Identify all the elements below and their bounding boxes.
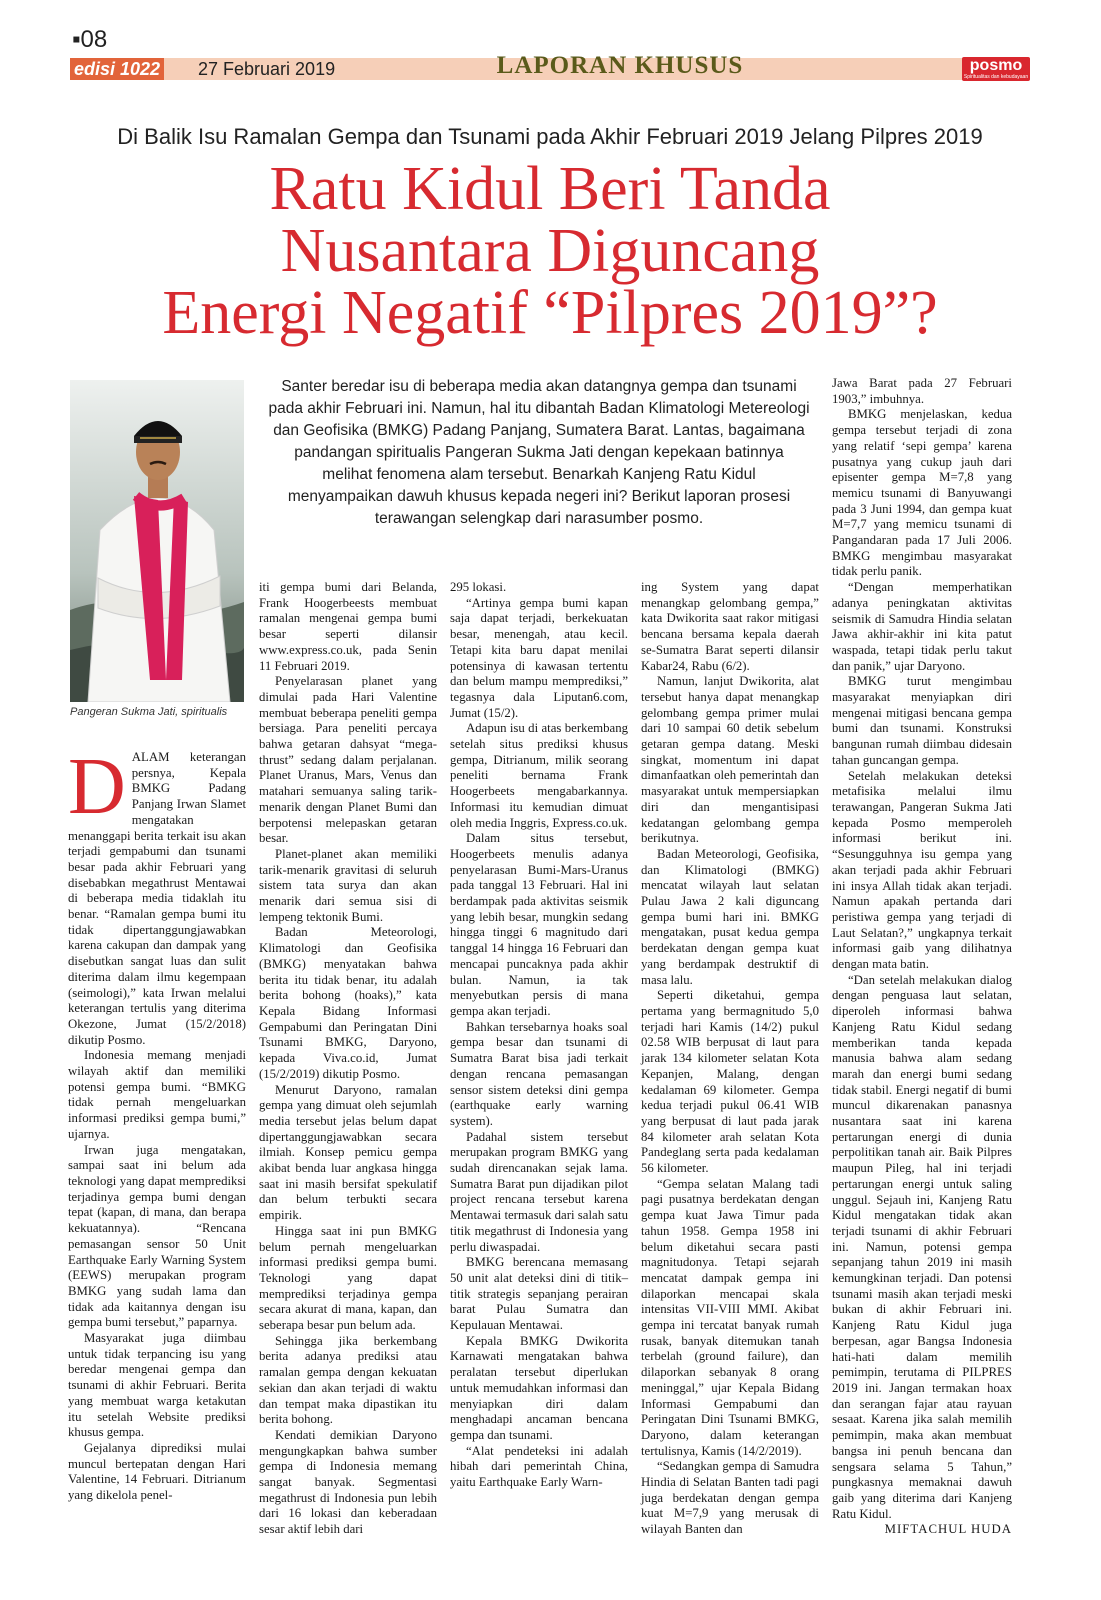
body-paragraph: Hingga saat ini pun BMKG belum pernah mengeluarkan informasi prediksi gempa bumi. Teknologi yang dapat memprediksi terjadinya gempa secara akurat di mana, kapan, dan seberapa besar pun belum ada. <box>259 1223 437 1333</box>
body-paragraph: Badan Meteorologi, Klimatologi dan Geofisika (BMKG) menyatakan bahwa berita itu tidak benar, itu adalah berita bohong (hoaks),” kata Kepala Bidang Informasi Gempabumi dan Peringatan Dini Tsunami BMKG, Daryono, kepada Viva.co.id, Jumat (15/2/2019) dikutip Posmo. <box>259 925 437 1081</box>
body-column-1 <box>68 743 246 1504</box>
body-paragraph: Sehingga jika berkembang berita adanya prediksi atau ramalan gempa dengan kekuatan sekian dan akan terjadi di waktu dan tempat maka dipastikan itu berita bohong. <box>259 1333 437 1427</box>
body-paragraph: Bahkan tersebarnya hoaks soal gempa besar dan tsunami di Sumatra Barat bisa jadi terkait dengan rencana pemasangan sensor sistem deteksi dini gempa (earthquake early warning system). <box>450 1019 628 1128</box>
body-paragraph: Badan Meteorologi, Geofisika, dan Klimatologi (BMKG) mencatat wilayah laut selatan Pulau Jawa 2 kali diguncang gempa bumi hari ini. BMKG mengatakan, pusat kedua gempa berdekatan dengan gempa kuat yang berdampak destruktif di masa lalu. <box>641 846 819 987</box>
body-paragraph: iti gempa bumi dari Belanda, Frank Hoogerbeests membuat ramalan mengenai gempa bumi besar seperti dilansir www.express.co.uk, pada Senin 11 Februari 2019. <box>259 580 437 673</box>
body-paragraph-text: ALAM keterangan persnya, Kepala BMKG Padang Panjang Irwan Slamet mengatakan menanggapi berita terkait isu akan terjadi gempabumi dan tsunami besar pada akhir Februari yang disebabkan megathrust Mentawai di beberapa media tidaklah itu benar. “Ramalan gempa bumi itu tidak dipertanggungjawabkan karena cakupan dan dampak yang disebutkan sangat luas dan sulit diterima dalam ilmu kegempaan (seimologi),” kata Irwan melalui keterangan tertulis yang diterima Okezone, Jumat (15/2/2018) dikutip Posmo. <box>68 750 246 1047</box>
edition-tag: edisi 1022 <box>70 58 164 80</box>
body-paragraph: Irwan juga mengatakan, sampai saat ini belum ada teknologi yang dapat memprediksi terjadinya gempa bumi dengan tepat (kapan, di mana, dan berapa kekuatannya). “Rencana pemasangan sensor 50 Unit Earthquake Early Warning System (EEWS) merupakan program BMKG yang sudah lama dan tidak ada kaitannya dengan isu gempa bumi tersebut,” paparnya. <box>68 1142 246 1330</box>
body-paragraph: 295 lokasi. <box>450 580 507 594</box>
drop-cap: D <box>68 743 126 831</box>
body-paragraph: Setelah melakukan deteksi metafisika melalui ilmu terawangan, Pangeran Sukma Jati kepada Posmo memperoleh informasi berikut ini. “Sesungguhnya isu gempa yang akan terjadi pada akhir Februari ini insya Allah tidak akan terjadi. Namun apakah pertanda dari peristiwa gempa yang terjadi di Laut Selatan?,” ungkapnya terkait informasi gaib yang dilihatnya dengan mata batin. <box>832 768 1012 972</box>
body-paragraph: BMKG turut mengimbau masyarakat menyiapkan diri mengenai mitigasi bencana gempa bumi dan tsunami. Konstruksi bangunan rumah diimbau didesain tahan guncangan gempa. <box>832 674 1012 767</box>
body-paragraph: Planet-planet akan memiliki tarik-menarik gravitasi di seluruh sistem tata surya dan akan menarik dari semua sisi di lempeng tektonik Bumi. <box>259 846 437 924</box>
photo-caption: Pangeran Sukma Jati, spiritualis <box>70 706 228 718</box>
body-paragraph: “Gempa selatan Malang tadi pagi pusatnya berdekatan dengan gempa kuat Jawa Timur pada tahun 1958. Gempa 1958 ini belum diketahui secara pasti magnitudonya. Tetapi sejarah mencatat dampak gempa ini dilaporkan mencapai skala intensitas VII-VIII MMI. Akibat gempa ini tercatat banyak rumah rusak, banyak ditemukan tanah terbelah (ground failure), dan dilaporkan sebanyak 8 orang meninggal,” ujar Kepala Bidang Informasi Gempabumi dan Peringatan Dini Tsunami BMKG, Daryono, dalam keterangan tertulisnya, Kamis (14/2/2019). <box>641 1176 819 1458</box>
body-paragraph: Dalam situs tersebut, Hoogerbeets menulis adanya penyelarasan Bumi-Mars-Uranus pada tanggal 13 Februari. Hal ini berdampak pada aktivitas seismik yang lebih besar, mungkin sedang hingga tinggi 6 magnitudo dari tanggal 14 hingga 16 Februari dan mencapai puncaknya pada akhir bulan. Namun, ia tak menyebutkan persis di mana gempa akan terjadi. <box>450 831 628 1018</box>
logo-tagline: Spiritualitas dan kebudayaan <box>963 74 1029 80</box>
page-number: ▪08 <box>72 26 108 53</box>
body-paragraph: Penyelarasan planet yang dimulai pada Hari Valentine membuat beberapa peneliti gempa bersiaga. Para peneliti percaya bahwa getaran dahsyat “mega-thrust” sedang dalam perjalanan. Planet Uranus, Mars, Venus dan matahari semuanya saling tarik-menarik dengan Planet Bumi dan berpotensi melepaskan getaran besar. <box>259 674 437 846</box>
article-lead: Santer beredar isu di beberapa media akan datangnya gempa dan tsunami pada akhir Februari ini. Namun, hal itu dibantah Badan Klimatologi Metereologi dan Geofisika (BMKG) Padang Panjang, Sumatera Barat. Lantas, bagaimana pandangan spiritualis Pangeran Sukma Jati dengan kepekaan batinnya melihat fenomena alam tersebut. Benarkah Kanjeng Ratu Kidul menyampaikan dawuh khusus kepada negeri ini? Berikut laporan prosesi terawangan selengkap dari narasumber posmo. <box>268 378 810 527</box>
body-paragraph: Seperti diketahui, gempa pertama yang bermagnitudo 5,0 terjadi hari Kamis (14/2) pukul 02.58 WIB berpusat di laut para jarak 134 kilometer selatan Kota Kepanjen, Malang, dengan kedalaman 69 kilometer. Gempa kedua terjadi pukul 06.41 WIB yang berpusat di laut pada jarak 84 kilometer arah selatan Kota Pandeglang serta pada kedalaman 56 kilometer. <box>641 988 819 1176</box>
body-paragraph: Padahal sistem tersebut merupakan program BMKG yang sudah direncanakan sejak lama. Sumatra Barat pun dijadikan pilot project rencana tersebut karena Mentawai termasuk dari salah satu titik megathrust di Indonesia yang perlu diwaspadai. <box>450 1129 628 1254</box>
portrait-illustration <box>70 380 244 702</box>
article-headline <box>60 155 1040 347</box>
body-paragraph: “Sedangkan gempa di Samudra Hindia di Selatan Banten tadi pagi juga berdekatan dengan gempa kuat M=7,9 yang merusak di wilayah Banten dan <box>641 1459 819 1537</box>
body-column-2 <box>259 580 437 1538</box>
issue-date: 27 Februari 2019 <box>198 59 336 79</box>
body-paragraph: “Artinya gempa bumi kapan saja dapat terjadi, berkekuatan besar, menengah, atau kecil. Tetapi kita baru dapat menilai potensinya di kawasan tertentu dan belum mampu memprediksi,” tegasnya dala Liputan6.com, Jumat (15/2). <box>450 595 628 720</box>
body-paragraph: “Dengan memperhatikan adanya peningkatan aktivitas seismik di Samudra Hindia selatan Jawa akhir-akhir ini kita patut waspada, tetapi tidak perlu takut dan panik,” ujar Daryono. <box>832 580 1012 673</box>
body-paragraph: Namun, lanjut Dwikorita, alat tersebut hanya dapat menangkap gelombang gempa primer mulai dari 10 sampai 60 detik sebelum getaran gempa datang. Meski singkat, momentum ini dapat dimanfaatkan oleh pemerintah dan masyarakat untuk mempersiapkan diri dan mengantisipasi kedatangan gelombang gempa berikutnya. <box>641 674 819 846</box>
body-paragraph: “Alat pendeteksi ini adalah hibah dari pemerintah China, yaitu Earthquake Early Warn- <box>450 1443 628 1490</box>
logo-text: posmo <box>969 57 1023 74</box>
body-column-4 <box>641 580 819 1538</box>
body-paragraph: Adapun isu di atas berkembang setelah situs prediksi khusus gempa, Ditrianum, milik seorang peneliti bernama Frank Hoogerbeets mengabarkannya. Informasi itu kemudian dimuat oleh media Inggris, Express.co.uk. <box>450 721 628 830</box>
body-paragraph: BMKG menjelaskan, kedua gempa tersebut terjadi di zona yang relatif ‘sepi gempa’ karena pusatnya yang cukup jauh dari episenter gempa M=7,8 yang memicu tsunami di Banyuwangi pada 3 Juni 1994, dan gempa kuat M=7,7 yang memicu tsunami di Pangandaran pada 17 Juli 2006. BMKG mengimbau masyarakat tidak perlu panik. <box>832 407 1012 579</box>
portrait-photo <box>70 380 244 702</box>
body-paragraph: Masyarakat juga diimbau untuk tidak terpancing isu yang beredar mengenai gempa dan tsunami di akhir Februari. Berita yang membuat warga ketakutan itu setelah Website prediksi khusus gempa. <box>68 1331 246 1440</box>
byline: MIFTACHUL HUDA <box>884 1522 1012 1537</box>
headline-line-1: Ratu Kidul Beri Tanda <box>269 155 831 223</box>
body-column-3 <box>450 580 628 1491</box>
body-paragraph: BMKG berencana memasang 50 unit alat deteksi dini di titik–titik strategis sepanjang perairan barat Pulau Sumatra dan Kepulauan Mentawai. <box>450 1255 628 1333</box>
body-paragraph: Menurut Daryono, ramalan gempa yang dimuat oleh sejumlah media tersebut jelas belum dapat dipertanggungjawabkan secara ilmiah. Konsep pemicu gempa akibat benda luar angkasa hingga saat ini masih bersifat spekulatif dan belum terbukti secara empirik. <box>259 1082 437 1223</box>
headline-line-2: Nusantara Diguncang <box>280 217 820 285</box>
article-kicker: Di Balik Isu Ramalan Gempa dan Tsunami pada Akhir Februari 2019 Jelang Pilpres 2019 <box>117 124 983 149</box>
body-paragraph <box>68 743 246 1048</box>
body-paragraph: Gejalanya diprediksi mulai muncul bertepatan dengan Hari Valentine, 14 Februari. Ditrianum yang dikelola penel- <box>68 1440 246 1503</box>
section-title: LAPORAN KHUSUS <box>496 52 744 79</box>
body-paragraph: Jawa Barat pada 27 Februari 1903,” imbuhnya. <box>832 376 1012 406</box>
body-column-5 <box>832 376 1012 1538</box>
headline-line-3: Energi Negatif “Pilpres 2019”? <box>162 279 938 347</box>
body-paragraph: “Dan setelah melakukan dialog dengan penguasa laut selatan, diperoleh informasi bahwa Kanjeng Ratu Kidul sedang memberikan tanda kepada manusia bahwa alam sedang marah dan energi bumi sedang tidak stabil. Energi negatif di bumi muncul dikarenakan panasnya nusantara saat ini karena pertarungan energi di dunia perpolitikan tanah air. Baik Pilpres maupun Pileg, hal ini terjadi pertarungan energi untuk saling unggul. Sejauh ini, Kanjeng Ratu Kidul mengatakan tidak akan terjadi tsunami di akhir Februari ini. Namun, potensi gempa sepanjang tahun 2019 ini masih kemungkinan terjadi. Dan potensi tsunami masih akan terjadi meski bukan di akhir Februari ini. Kanjeng Ratu Kidul juga berpesan, agar Bangsa Indonesia hati-hati dalam memilih pemimpin, terutama di PILPRES 2019 ini. Jangan termakan hoax dan serangan fajar atau rayuan sesaat. Karena jika salah memilih pemimpin, maka akan membuat bangsa ini penuh bencana dan sengsara selama 5 Tahun,” pungkasnya memaknai dawuh gaib yang diterima dari Kanjeng Ratu Kidul. <box>832 972 1012 1521</box>
body-paragraph: Kendati demikian Daryono mengungkapkan bahwa sumber gempa di Indonesia memang sangat banyak. Segmentasi megathrust di Indonesia pun lebih dari 16 lokasi dan keberadaan sesar aktif lebih dari <box>259 1427 437 1537</box>
body-paragraph: Indonesia memang menjadi wilayah aktif dan memiliki potensi gempa bumi. “BMKG tidak pernah mengeluarkan informasi prediksi gempa bumi,” ujarnya. <box>68 1048 246 1141</box>
body-paragraph: Kepala BMKG Dwikorita Karnawati mengatakan bahwa peralatan tersebut diperlukan untuk memudahkan informasi dan menyiapkan diri dalam menghadapi ancaman bencana gempa dan tsunami. <box>450 1333 628 1442</box>
body-paragraph: ing System yang dapat menangkap gelombang gempa,” kata Dwikorita saat rakor mitigasi bencana bersama kepala daerah se-Sumatra Barat seperti dilansir Kabar24, Rabu (6/2). <box>641 580 819 673</box>
posmo-logo <box>962 57 1030 81</box>
